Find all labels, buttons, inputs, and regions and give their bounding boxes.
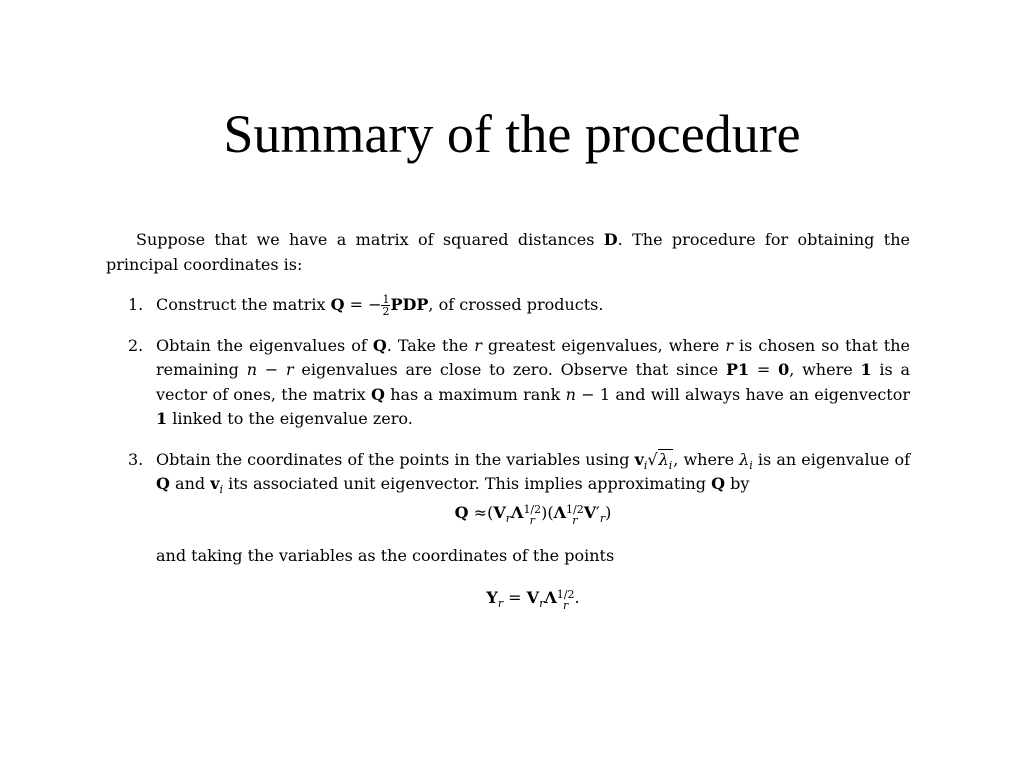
equation-coordinates: $Y_r = V_r\Lambda$ 1/2 r . <box>486 588 580 612</box>
step-3 <box>106 448 910 612</box>
step-text: Construct the matrix Q = − $\frac{1}{2}$ PDP, of crossed products. <box>156 293 604 318</box>
procedure-steps <box>106 293 910 611</box>
step-1 <box>106 293 910 318</box>
step-text: Obtain the eigenvalues of Q. Take the r greatest eigenvalues, where r is chosen so that the remaining n − r eigenvalues are close to zero. Observe that since P1 = 0, where 1 is a vector of ones, the matrix Q has a maximum rank n − 1 and will always have an eigenvector 1 linked to the eigenvalue zero. <box>156 335 911 428</box>
slide-body <box>106 228 910 627</box>
slide-title: Summary of the procedure <box>223 104 801 164</box>
equation-approximation: $Q \approx(V_r\Lambda$ 1/2 r )(Λ 1/2 r $V'_r$) <box>454 502 612 527</box>
step-text: Obtain the coordinates of the points in the variables using $v_i√\lambda_i$, where $\lambda_i$ is an eigenvalue of Q and $v_i$ its associated unit eigenvector. This implies approximating Q by <box>156 449 911 497</box>
step-2 <box>106 334 910 432</box>
intro-paragraph: Suppose that we have a matrix of squared distances D. The procedure for obtaining the principal coordinates is: <box>106 230 910 274</box>
step-3-continuation: and taking the variables as the coordinates of the points <box>156 545 615 565</box>
step-number: 3. <box>128 449 144 469</box>
step-number: 1. <box>128 295 144 314</box>
step-number: 2. <box>128 335 144 355</box>
